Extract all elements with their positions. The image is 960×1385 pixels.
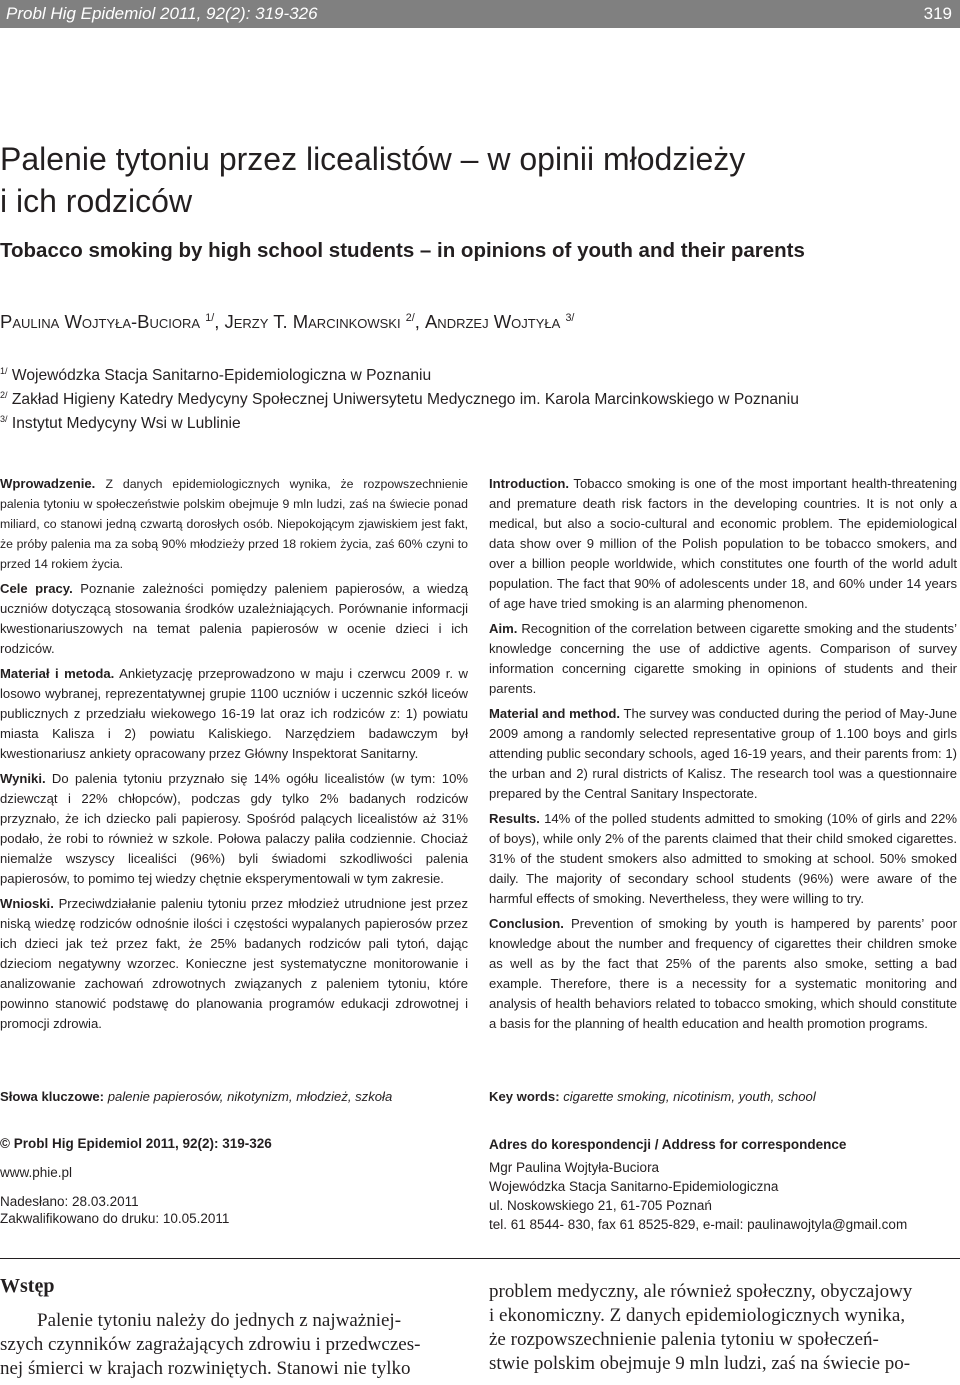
- intro-heading: Wstęp: [0, 1275, 55, 1297]
- correspondence-line: Mgr Paulina Wojtyła-Buciora: [489, 1160, 660, 1175]
- abstract-section: Material and method. The survey was conducted during the period of May-June 2009 among a randomly selected representative group of 1.100 boys and girls attending public secondary schools, aged 16-19 years, and their parents from: 1) the urban and 2) rural districts of Kalisz. The research tool was a questionnaire prepared by the Central Sanitary Inspectorate.: [489, 706, 957, 801]
- correspondence-line: tel. 61 8544- 830, fax 61 8525-829, e-mail: paulinawojtyla@gmail.com: [489, 1217, 908, 1232]
- abstract-section: Conclusion. Prevention of smoking by youth is hampered by parents’ poor knowledge about the number and frequency of cigarettes their children smoke as well as by the fact that 25% of the parents also smoke, setting a bad example. Therefore, there is a necessity for a systematic monitoring and analysis of health behaviors related to tobacco smoking, which should constitute a basis for the planning of health education and health promotion programs.: [489, 916, 957, 1031]
- title-line-1: Palenie tytoniu przez licealistów – w opinii młodzieży: [0, 141, 746, 177]
- received-date: Nadesłano: 28.03.2011: [0, 1194, 139, 1209]
- intro-line: szych czynników zagrażających zdrowiu i przedwczes-: [0, 1334, 421, 1355]
- correspondence-line: Wojewódzka Stacja Sanitarno-Epidemiologiczna: [489, 1179, 779, 1194]
- author-affiliation-mark: 2/: [405, 311, 415, 324]
- correspondence-block: [489, 1135, 959, 1234]
- affiliation-list: [0, 364, 799, 436]
- intro-line: i ekonomiczny. Z danych epidemiologicznych wynika,: [489, 1305, 906, 1326]
- intro-line: że rozpowszechnienie palenia tytoniu w społeczeń-: [489, 1329, 879, 1350]
- abstract-section: Aim. Recognition of the correlation between cigarette smoking and the students’ knowledge concerning the use of addictive agents. Comparison of survey information concerning cigarette smoking in opinions of students and their parents.: [489, 621, 957, 696]
- abstract-section: Wprowadzenie. Z danych epidemiologicznych wynika, że rozpowszechnienie palenia tytoniu w społeczeństwie polskim obejmuje 9 mln ludzi, zaś na świecie ponad miliard, co stanowi jedną czwartą dorosłych osób. Niepokojącym zjawiskiem jest fakt, że próby palenia ma za sobą 90% młodzieży przed 18 rokiem życia, zaś 60% czyni to przed 14 rokiem życia.: [0, 476, 468, 571]
- author-name: Jerzy T. Marcinkowski: [224, 311, 401, 332]
- keywords-pl: [0, 1089, 392, 1104]
- keywords-terms: palenie papierosów, nikotynizm, młodzież, szkoła: [107, 1089, 393, 1104]
- abstract-section: Results. 14% of the polled students admitted to smoking (10% of girls and 22% of boys), while only 2% of the parents claimed that their child smoked cigarettes. 31% of the student smokers also admitted to smoking at school. 50% smoked daily. The majority of secondary school students (96%) were aware of the harmful effects of smoking. Nevertheless, they were willing to try.: [489, 811, 958, 906]
- abstract-section: Wnioski. Przeciwdziałanie paleniu tytoniu przez młodzież utrudnione jest przez niską wiedzę rodziców odnośnie ilości i częstości wypalanych papierosów przez ich dzieci jak też przez fakt, że 25% badanych rodziców pali tytoń, dając dzieciom negatywny wzorzec. Konieczne jest systematyczne monitorowanie i analizowanie zachowań zdrowotnych związanych z paleniem tytoniu, które powinno stanowić podstawę do planowania programów edukacji zdrowotnej i promocji zdrowia.: [0, 896, 468, 1031]
- intro-line: nej śmierci w krajach rozwiniętych. Stanowi nie tylko: [0, 1358, 411, 1379]
- keywords-terms: cigarette smoking, nicotinism, youth, school: [563, 1089, 816, 1104]
- intro-text-left: [0, 1309, 470, 1381]
- abstract-section: Wyniki. Do palenia tytoniu przyznało się 14% ogółu licealistów (w tym: 10% dziewcząt i 22% chłopców), podczas gdy tylko 2% badanych rodziców przyznało, że ich dziecko pali papierosy. Spośród palących licealistów aż 31% podało, że robi to również w szkole. Połowa palaczy paliła codziennie. Chociaż niemalże wszyscy licealiści (96%) byli świadomi szkodliwości palenia papierosów, to pomimo tej wiedzy chętnie eksperymentowali w tym zakresie.: [0, 771, 468, 886]
- author-affiliation-mark: 1/: [205, 311, 215, 324]
- abstract-section: Materiał i metoda. Ankietyzację przeprowadzono w maju i czerwcu 2009 r. w losowo wybranej, reprezentatywnej grupie 1100 uczniów i uczennic szkół liceów publicznych z przedziału wiekowego 16-19 lat oraz ich rodziców z: 1) powiatu miasta Kalisza i 2) powiatu Kaliskiego. Narzędziem badawczym był kwestionariusz ankiety opracowany przez Główny Inspektorat Sanitarny.: [0, 666, 469, 761]
- copyright-line: © Probl Hig Epidemiol 2011, 92(2): 319-326: [0, 1136, 272, 1151]
- intro-line: problem medyczny, ale również społeczny, obyczajowy: [489, 1281, 913, 1302]
- abstract-section: Introduction. Tobacco smoking is one of the most important health-threatening and premature death risk factors in the developing countries. It is not only a medical, but also a socio-cultural and economic problem. The epidemiological data show over 9 million of the Polish population to be tobacco smokers, and over a billion people worldwide, which constitutes one fourth of the world adult population. The fact that 90% of adolescents under 18, and 60% under 14 years of age have tried smoking is an alarming phenomenon.: [489, 476, 957, 611]
- affiliation-item: $^{2/}$ Zakład Higieny Katedry Medycyny Społecznej Uniwersytetu Medycznego im. Karola Marcinkowskiego w Poznaniu: [0, 389, 799, 408]
- section-divider: [0, 1258, 960, 1259]
- affiliation-item: $^{3/}$ Instytut Medycyny Wsi w Lublinie: [0, 413, 241, 432]
- abstract-en: [489, 474, 957, 1039]
- author-list: Paulina Wojtyła-Buciora $^{1/}$, Jerzy T. Marcinkowski $^{2/}$, Andrzej Wojtyła $^{3/}$: [0, 311, 575, 332]
- abstract-pl: [0, 474, 468, 1039]
- author-affiliation-mark: 3/: [565, 311, 575, 324]
- intro-text-right: [489, 1280, 959, 1376]
- publication-info: [0, 1135, 470, 1227]
- intro-line: Palenie tytoniu należy do jednych z najważniej-: [37, 1310, 402, 1331]
- correspondence-line: ul. Noskowskiego 21, 61-705 Poznań: [489, 1198, 712, 1213]
- title-line-2: i ich rodziców: [0, 183, 193, 219]
- intro-line: stwie polskim obejmuje 9 mln ludzi, zaś na świecie po-: [489, 1353, 911, 1374]
- accepted-date: Zakwalifikowano do druku: 10.05.2011: [0, 1211, 230, 1226]
- journal-website-link[interactable]: www.phie.pl: [0, 1165, 73, 1180]
- running-header: [0, 0, 960, 28]
- article-title-pl: [0, 138, 940, 222]
- keywords-label: Słowa kluczowe:: [0, 1089, 105, 1104]
- article-title-en: Tobacco smoking by high school students – in opinions of youth and their parents: [0, 239, 805, 262]
- author-name: Andrzej Wojtyła: [424, 311, 561, 332]
- affiliation-item: $^{1/}$ Wojewódzka Stacja Sanitarno-Epidemiologiczna w Poznaniu: [0, 365, 432, 384]
- author-name: Paulina Wojtyła-Buciora: [0, 311, 201, 332]
- keywords-en: [489, 1089, 816, 1104]
- correspondence-heading: Adres do korespondencji / Address for correspondence: [489, 1137, 847, 1152]
- page-number: 319: [923, 4, 952, 23]
- abstract-section: Cele pracy. Poznanie zależności pomiędzy paleniem papierosów, a wiedzą uczniów dotyczącą stosowania środków uzależniających. Porównanie informacji kwestionariuszowych na temat palenia papierosów w ocenie dzieci i ich rodziców.: [0, 581, 469, 656]
- journal-reference: Probl Hig Epidemiol 2011, 92(2): 319-326: [6, 4, 318, 23]
- keywords-label: Key words:: [489, 1089, 560, 1104]
